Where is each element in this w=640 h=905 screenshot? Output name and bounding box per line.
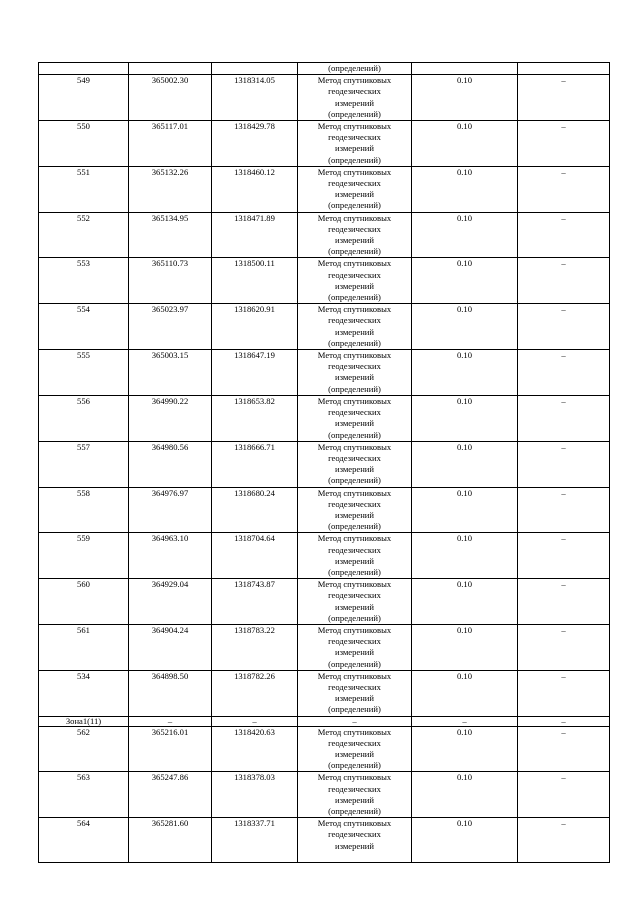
method-line: (определений) <box>328 154 381 165</box>
cell-note: – <box>518 212 610 258</box>
cell-point: 557 <box>39 441 129 487</box>
cell-note: – <box>518 258 610 304</box>
method-line: измерений <box>334 235 375 246</box>
method-line: (определений) <box>328 200 381 211</box>
cell-point: 559 <box>39 533 129 579</box>
cell-precision <box>412 63 518 75</box>
coordinates-table-body <box>39 63 610 863</box>
method-line: измерений <box>334 280 375 291</box>
cell-method: – <box>298 716 412 726</box>
cell-method <box>298 441 412 487</box>
cell-x: 365134.95 <box>129 212 212 258</box>
cell-point: 561 <box>39 624 129 670</box>
cell-x: – <box>129 716 212 726</box>
cell-note: – <box>518 716 610 726</box>
cell-method <box>298 670 412 716</box>
cell-method <box>298 258 412 304</box>
cell-precision: 0.10 <box>412 624 518 670</box>
cell-note: – <box>518 818 610 863</box>
cell-note: – <box>518 441 610 487</box>
method-line: (определений) <box>328 760 381 771</box>
cell-note: – <box>518 772 610 818</box>
method-line: измерений <box>334 693 375 704</box>
cell-method <box>298 75 412 121</box>
cell-point: 534 <box>39 670 129 716</box>
method-line: геодезических <box>328 829 381 840</box>
cell-x: 364904.24 <box>129 624 212 670</box>
method-line: измерений <box>334 372 375 383</box>
cell-y: 1318429.78 <box>212 121 298 167</box>
cell-y: 1318314.05 <box>212 75 298 121</box>
cell-method <box>298 533 412 579</box>
cell-point: 549 <box>39 75 129 121</box>
cell-x: 364976.97 <box>129 487 212 533</box>
cell-precision: 0.10 <box>412 441 518 487</box>
cell-y: 1318337.71 <box>212 818 298 863</box>
cell-x: 365281.60 <box>129 818 212 863</box>
cell-x: 364898.50 <box>129 670 212 716</box>
table-row <box>39 395 610 441</box>
cell-point: 550 <box>39 121 129 167</box>
cell-precision: 0.10 <box>412 75 518 121</box>
table-row <box>39 772 610 818</box>
method-line: измерений <box>334 601 375 612</box>
cell-y <box>212 63 298 75</box>
method-line: (определений) <box>328 475 381 486</box>
table-row <box>39 121 610 167</box>
method-line: (определений) <box>328 658 381 669</box>
cell-x <box>129 63 212 75</box>
cell-x: 365023.97 <box>129 304 212 350</box>
cell-y: 1318471.89 <box>212 212 298 258</box>
method-line: геодезических <box>328 452 381 463</box>
method-line: (определений) <box>328 806 381 816</box>
cell-note: – <box>518 726 610 772</box>
cell-point: 555 <box>39 350 129 396</box>
cell-precision: 0.10 <box>412 487 518 533</box>
method-line: измерений <box>334 326 375 337</box>
method-line: Метод спутниковых <box>317 624 392 635</box>
table-row <box>39 670 610 716</box>
cell-point: 553 <box>39 258 129 304</box>
cell-precision: 0.10 <box>412 304 518 350</box>
method-line: геодезических <box>328 132 381 143</box>
table-row <box>39 624 610 670</box>
cell-precision: 0.10 <box>412 258 518 304</box>
method-line: измерений <box>334 97 375 108</box>
cell-precision: 0.10 <box>412 533 518 579</box>
method-line: геодезических <box>328 498 381 509</box>
cell-x: 364963.10 <box>129 533 212 579</box>
cell-y: 1318680.24 <box>212 487 298 533</box>
method-line: геодезических <box>328 223 381 234</box>
table-row <box>39 726 610 772</box>
cell-x: 364990.22 <box>129 395 212 441</box>
cell-x: 364929.04 <box>129 579 212 625</box>
cell-method: (определений) <box>298 63 412 75</box>
cell-point: 558 <box>39 487 129 533</box>
method-line: Метод спутниковых <box>317 772 392 783</box>
cell-y: 1318783.22 <box>212 624 298 670</box>
method-line: Метод спутниковых <box>317 670 392 681</box>
cell-note: – <box>518 487 610 533</box>
method-line: измерений <box>334 840 375 851</box>
method-line: геодезических <box>328 544 381 555</box>
method-line: (определений) <box>328 521 381 532</box>
cell-y: 1318743.87 <box>212 579 298 625</box>
cell-point: 554 <box>39 304 129 350</box>
cell-method <box>298 395 412 441</box>
cell-precision: 0.10 <box>412 350 518 396</box>
cell-x: 365110.73 <box>129 258 212 304</box>
cell-point: 563 <box>39 772 129 818</box>
method-line: (определений) <box>328 566 381 577</box>
method-line: Метод спутниковых <box>317 818 392 829</box>
method-line: Метод спутниковых <box>317 350 392 361</box>
method-line: Метод спутниковых <box>317 121 392 132</box>
method-line: измерений <box>334 189 375 200</box>
cell-y: – <box>212 716 298 726</box>
cell-precision: 0.10 <box>412 670 518 716</box>
method-line: измерений <box>334 509 375 520</box>
cell-point: 562 <box>39 726 129 772</box>
cell-method <box>298 304 412 350</box>
method-line: Метод спутниковых <box>317 395 392 406</box>
method-line: (определений) <box>328 337 381 348</box>
method-line: измерений <box>334 794 375 805</box>
method-line: Метод спутниковых <box>317 533 392 544</box>
method-line: геодезических <box>328 86 381 97</box>
cell-x: 365002.30 <box>129 75 212 121</box>
table-row <box>39 818 610 863</box>
method-line: Метод спутниковых <box>317 579 392 590</box>
cell-precision: 0.10 <box>412 121 518 167</box>
cell-method <box>298 579 412 625</box>
cell-point: 556 <box>39 395 129 441</box>
zone-label: Зона1(11) <box>39 716 129 726</box>
table-row <box>39 75 610 121</box>
cell-y: 1318460.12 <box>212 166 298 212</box>
method-line: геодезических <box>328 636 381 647</box>
cell-method <box>298 212 412 258</box>
cell-y: 1318704.64 <box>212 533 298 579</box>
method-line: (определений) <box>328 292 381 303</box>
cell-method <box>298 818 412 863</box>
method-line: геодезических <box>328 783 381 794</box>
method-line: геодезических <box>328 590 381 601</box>
method-line: (определений) <box>328 108 381 119</box>
cell-method <box>298 726 412 772</box>
method-line: геодезических <box>328 681 381 692</box>
cell-method <box>298 487 412 533</box>
cell-y: 1318666.71 <box>212 441 298 487</box>
method-line: измерений <box>334 647 375 658</box>
table-row <box>39 258 610 304</box>
cell-note: – <box>518 166 610 212</box>
cell-note: – <box>518 350 610 396</box>
cell-y: 1318647.19 <box>212 350 298 396</box>
cell-y: 1318420.63 <box>212 726 298 772</box>
cell-precision: 0.10 <box>412 818 518 863</box>
cell-point: 551 <box>39 166 129 212</box>
coordinates-table <box>38 62 610 863</box>
method-line: (определений) <box>328 612 381 623</box>
cell-precision: 0.10 <box>412 579 518 625</box>
cell-note: – <box>518 670 610 716</box>
method-line: измерений <box>334 748 375 759</box>
method-line: геодезических <box>328 315 381 326</box>
cell-note: – <box>518 533 610 579</box>
method-line: геодезических <box>328 269 381 280</box>
cell-x: 365117.01 <box>129 121 212 167</box>
cell-precision: 0.10 <box>412 395 518 441</box>
method-line: измерений <box>334 555 375 566</box>
cell-x: 365216.01 <box>129 726 212 772</box>
cell-note: – <box>518 395 610 441</box>
method-line: (определений) <box>328 704 381 715</box>
table-row <box>39 579 610 625</box>
table-row <box>39 487 610 533</box>
cell-y: 1318378.03 <box>212 772 298 818</box>
cell-y: 1318782.26 <box>212 670 298 716</box>
method-line: Метод спутниковых <box>317 212 392 223</box>
cell-method <box>298 166 412 212</box>
cell-method <box>298 624 412 670</box>
method-line: измерений <box>334 418 375 429</box>
cell-y: 1318620.91 <box>212 304 298 350</box>
cell-precision: 0.10 <box>412 212 518 258</box>
cell-precision: 0.10 <box>412 166 518 212</box>
cell-point <box>39 63 129 75</box>
method-line: измерений <box>334 464 375 475</box>
cell-point: 560 <box>39 579 129 625</box>
table-row <box>39 166 610 212</box>
method-line: (определений) <box>328 383 381 394</box>
cell-y: 1318653.82 <box>212 395 298 441</box>
cell-y: 1318500.11 <box>212 258 298 304</box>
cell-method <box>298 772 412 818</box>
method-line: геодезических <box>328 737 381 748</box>
method-line: Метод спутниковых <box>317 441 392 452</box>
method-line: геодезических <box>328 361 381 372</box>
method-line: Метод спутниковых <box>317 487 392 498</box>
cell-method <box>298 350 412 396</box>
table-row <box>39 441 610 487</box>
cell-note: – <box>518 121 610 167</box>
method-line: Метод спутниковых <box>317 726 392 737</box>
method-line: Метод спутниковых <box>317 304 392 315</box>
cell-note: – <box>518 579 610 625</box>
cell-precision: 0.10 <box>412 772 518 818</box>
table-row <box>39 304 610 350</box>
cell-point: 552 <box>39 212 129 258</box>
method-line: (определений) <box>328 429 381 440</box>
method-line: геодезических <box>328 178 381 189</box>
table-row <box>39 533 610 579</box>
cell-point: 564 <box>39 818 129 863</box>
cell-precision: – <box>412 716 518 726</box>
cell-precision: 0.10 <box>412 726 518 772</box>
cell-x: 365132.26 <box>129 166 212 212</box>
cell-note: – <box>518 304 610 350</box>
zone-row <box>39 716 610 726</box>
table-row <box>39 212 610 258</box>
method-line: геодезических <box>328 407 381 418</box>
cell-x: 365003.15 <box>129 350 212 396</box>
method-line: (определений) <box>328 246 381 257</box>
cell-note: – <box>518 75 610 121</box>
method-line: Метод спутниковых <box>317 75 392 86</box>
method-line: Метод спутниковых <box>317 258 392 269</box>
cell-note: – <box>518 624 610 670</box>
table-row <box>39 350 610 396</box>
method-line: Метод спутниковых <box>317 166 392 177</box>
cell-method <box>298 121 412 167</box>
cell-note <box>518 63 610 75</box>
continuation-row <box>39 63 610 75</box>
method-line: измерений <box>334 143 375 154</box>
cell-x: 365247.86 <box>129 772 212 818</box>
cell-x: 364980.56 <box>129 441 212 487</box>
